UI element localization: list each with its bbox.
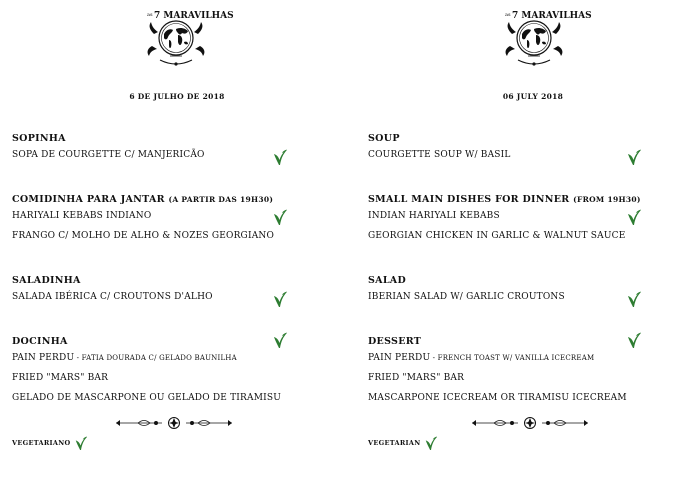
leaf-v-icon (272, 148, 288, 166)
restaurant-logo (134, 4, 234, 76)
leaf-v-icon (272, 290, 288, 308)
legend-label: VEGETARIAN (368, 439, 421, 447)
logo-name: 7 MARAVILHAS (512, 11, 592, 21)
menu-item-description: - FRENCH TOAST W/ VANILLA ICECREAM (430, 354, 595, 362)
menu-column-english (368, 0, 698, 482)
section-salad (12, 274, 342, 307)
section-heading-text: COMIDINHA PARA JANTAR (12, 194, 165, 205)
menu-item: MASCARPONE ICECREAM OR TIRAMISU ICECREAM (368, 393, 627, 403)
section-main (368, 193, 698, 246)
section-heading: SOUP (368, 133, 400, 144)
world-map-emblem-icon (492, 4, 592, 76)
vegetarian-legend (12, 434, 88, 452)
menu-item-name: PAIN PERDU (368, 353, 431, 363)
menu-item: FRIED "MARS" BAR (12, 373, 109, 383)
leaf-v-icon (74, 434, 88, 452)
section-soup (368, 132, 698, 165)
menu-item: SOPA DE COURGETTE C/ MANJERICÃO (12, 150, 205, 160)
section-salad (368, 274, 698, 307)
section-heading: DOCINHA (12, 336, 68, 347)
menu-item-description: - FATIA DOURADA C/ GELADO BAUNILHA (74, 354, 237, 362)
menu-item: INDIAN HARIYALI KEBABS (368, 211, 500, 221)
leaf-v-icon (626, 148, 642, 166)
section-heading-text: SMALL MAIN DISHES FOR DINNER (368, 194, 570, 205)
menu-item-name: PAIN PERDU (12, 353, 75, 363)
menu-item (12, 348, 342, 368)
leaf-v-icon (626, 290, 642, 308)
menu-item (368, 348, 698, 368)
menu-item: GEORGIAN CHICKEN IN GARLIC & WALNUT SAUCE (368, 231, 626, 241)
leaf-v-icon (272, 331, 288, 349)
section-heading (12, 193, 342, 206)
legend-label: VEGETARIANO (12, 439, 71, 447)
menu-date: 06 JULY 2018 (502, 92, 564, 101)
menu-item: IBERIAN SALAD W/ GARLIC CROUTONS (368, 292, 565, 302)
ornamental-divider-icon (470, 416, 590, 430)
menu-date: 6 DE JULHO DE 2018 (129, 92, 225, 101)
section-soup (12, 132, 342, 165)
world-map-emblem-icon (134, 4, 234, 76)
logo-name: 7 MARAVILHAS (154, 11, 234, 21)
menu-item: COURGETTE SOUP W/ BASIL (368, 150, 511, 160)
section-dessert (368, 335, 698, 408)
vegetarian-legend (368, 434, 438, 452)
leaf-v-icon (272, 208, 288, 226)
logo-prefix: as (147, 12, 153, 18)
section-heading: SALAD (368, 275, 407, 286)
section-heading-note: (FROM 19H30) (573, 195, 641, 204)
section-main (12, 193, 342, 246)
leaf-v-icon (626, 208, 642, 226)
ornamental-divider-icon (114, 416, 234, 430)
menu-item: SALADA IBÉRICA C/ CROUTONS D'ALHO (12, 292, 213, 302)
menu-item: GELADO DE MASCARPONE OU GELADO DE TIRAMISU (12, 393, 282, 403)
section-heading (368, 193, 698, 206)
leaf-v-icon (424, 434, 438, 452)
section-heading: SALADINHA (12, 275, 81, 286)
restaurant-logo (492, 4, 592, 76)
section-heading: DESSERT (368, 336, 422, 347)
leaf-v-icon (626, 331, 642, 349)
section-heading-note: (A PARTIR DAS 19H30) (168, 195, 274, 204)
logo-prefix: as (505, 12, 511, 18)
section-heading: SOPINHA (12, 133, 66, 144)
menu-item: HARIYALI KEBABS INDIANO (12, 211, 152, 221)
menu-item: FRIED "MARS" BAR (368, 373, 465, 383)
section-dessert (12, 335, 342, 408)
menu-column-portuguese (12, 0, 342, 482)
menu-item: FRANGO C/ MOLHO DE ALHO & NOZES GEORGIANO (12, 231, 275, 241)
